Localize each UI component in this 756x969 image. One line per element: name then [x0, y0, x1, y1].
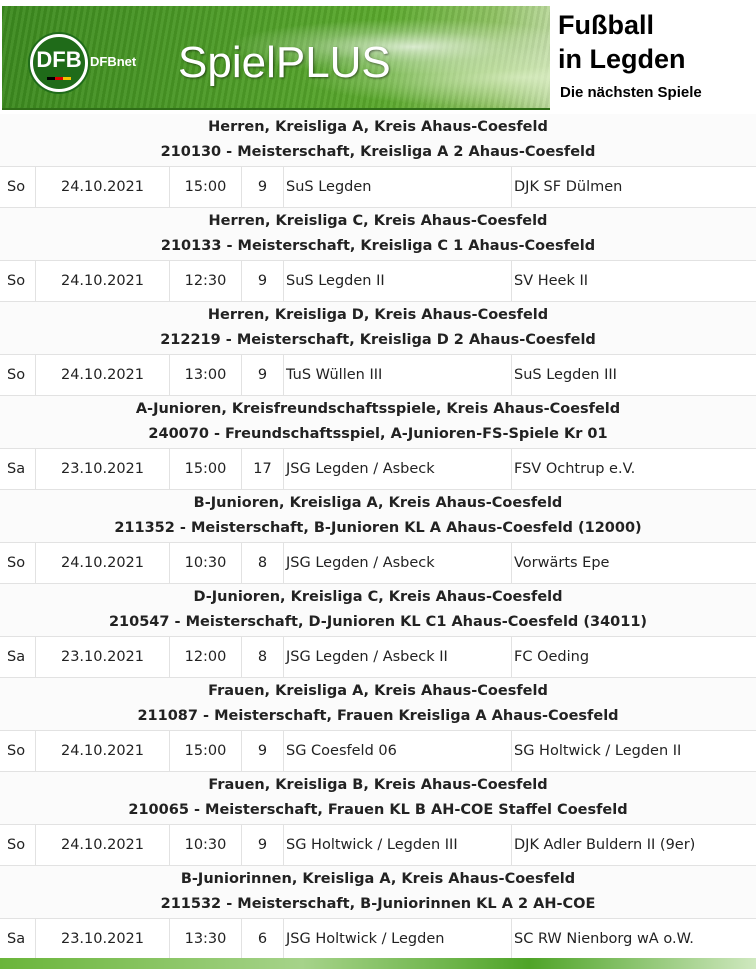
- dfb-logo-text: DFB: [36, 47, 82, 72]
- match-row[interactable]: [0, 449, 756, 490]
- competition-title: 212219 - Meisterschaft, Kreisliga D 2 Ahaus-Coesfeld: [160, 332, 596, 348]
- group-header: [0, 208, 756, 261]
- match-row[interactable]: [0, 543, 756, 584]
- away-team: Vorwärts Epe: [514, 555, 610, 571]
- match-day: Sa: [0, 637, 36, 677]
- match-day: Sa: [0, 449, 36, 489]
- home-team: SuS Legden II: [284, 261, 512, 301]
- match-time: 13:30: [170, 919, 242, 959]
- match-time: 15:00: [170, 167, 242, 207]
- match-time: 15:00: [170, 449, 242, 489]
- match-field: 17: [242, 449, 284, 489]
- match-row[interactable]: [0, 919, 756, 960]
- competition-title: 240070 - Freundschaftsspiel, A-Junioren-FS-Spiele Kr 01: [148, 426, 608, 442]
- page-title-line1: Fußball: [558, 10, 654, 40]
- match-time: 10:30: [170, 543, 242, 583]
- match-field: 8: [242, 637, 284, 677]
- header-banner: [0, 0, 756, 110]
- match-row[interactable]: [0, 731, 756, 772]
- match-row[interactable]: [0, 261, 756, 302]
- group-header: [0, 866, 756, 919]
- away-team: SuS Legden III: [514, 367, 617, 383]
- match-date: 24.10.2021: [36, 543, 170, 583]
- away-team: SC RW Nienborg wA o.W.: [514, 931, 694, 947]
- dfb-logo: [30, 34, 88, 92]
- match-field: 9: [242, 261, 284, 301]
- match-day: So: [0, 261, 36, 301]
- match-field: 9: [242, 825, 284, 865]
- match-time: 12:30: [170, 261, 242, 301]
- match-date: 24.10.2021: [36, 355, 170, 395]
- away-team: DJK SF Dülmen: [514, 179, 623, 195]
- home-team: SG Holtwick / Legden III: [284, 825, 512, 865]
- competition-title: 210547 - Meisterschaft, D-Junioren KL C1 Ahaus-Coesfeld (34011): [108, 614, 648, 630]
- match-time: 15:00: [170, 731, 242, 771]
- page-title-line2: in Legden: [558, 44, 686, 74]
- match-row[interactable]: [0, 355, 756, 396]
- match-field: 9: [242, 355, 284, 395]
- match-day: So: [0, 825, 36, 865]
- dfbnet-brand: DFBnet: [90, 54, 137, 69]
- home-team: JSG Holtwick / Legden: [284, 919, 512, 959]
- match-row[interactable]: [0, 825, 756, 866]
- competition-title: 211087 - Meisterschaft, Frauen Kreisliga A Ahaus-Coesfeld: [137, 708, 619, 724]
- home-team: SG Coesfeld 06: [284, 731, 512, 771]
- match-field: 9: [242, 167, 284, 207]
- league-title: Herren, Kreisliga D, Kreis Ahaus-Coesfeld: [207, 307, 549, 323]
- away-team: FC Oeding: [514, 649, 590, 665]
- competition-title: 211532 - Meisterschaft, B-Juniorinnen KL A 2 AH-COE: [160, 896, 596, 912]
- spielplus-brand: SpielPLUS: [178, 38, 391, 87]
- group-header: [0, 490, 756, 543]
- match-time: 13:00: [170, 355, 242, 395]
- competition-title: 210133 - Meisterschaft, Kreisliga C 1 Ahaus-Coesfeld: [160, 238, 596, 254]
- page-subtitle: Die nächsten Spiele: [560, 84, 702, 101]
- home-team: JSG Legden / Asbeck II: [284, 637, 512, 677]
- match-row[interactable]: [0, 637, 756, 678]
- league-title: Herren, Kreisliga C, Kreis Ahaus-Coesfeld: [208, 213, 548, 229]
- away-team: DJK Adler Buldern II (9er): [514, 837, 696, 853]
- away-team: SG Holtwick / Legden II: [514, 743, 682, 759]
- league-title: Herren, Kreisliga A, Kreis Ahaus-Coesfeld: [208, 119, 548, 135]
- match-field: 6: [242, 919, 284, 959]
- group-header: [0, 114, 756, 167]
- match-field: 9: [242, 731, 284, 771]
- match-list: [0, 114, 756, 960]
- match-date: 24.10.2021: [36, 825, 170, 865]
- match-time: 10:30: [170, 825, 242, 865]
- home-team: JSG Legden / Asbeck: [284, 543, 512, 583]
- match-day: So: [0, 167, 36, 207]
- match-date: 24.10.2021: [36, 731, 170, 771]
- group-header: [0, 678, 756, 731]
- match-date: 23.10.2021: [36, 449, 170, 489]
- home-team: TuS Wüllen III: [284, 355, 512, 395]
- group-header: [0, 772, 756, 825]
- league-title: B-Juniorinnen, Kreisliga A, Kreis Ahaus-Coesfeld: [180, 871, 576, 887]
- competition-title: 211352 - Meisterschaft, B-Junioren KL A Ahaus-Coesfeld (12000): [114, 520, 642, 536]
- match-row[interactable]: [0, 167, 756, 208]
- match-date: 23.10.2021: [36, 637, 170, 677]
- league-title: B-Junioren, Kreisliga A, Kreis Ahaus-Coesfeld: [193, 495, 563, 511]
- grass-banner-image: [2, 6, 550, 110]
- group-header: [0, 396, 756, 449]
- match-field: 8: [242, 543, 284, 583]
- match-day: So: [0, 543, 36, 583]
- footer-stripe: [0, 958, 756, 969]
- flag-stripe-icon: [47, 77, 71, 80]
- away-team: SV Heek II: [514, 273, 589, 289]
- match-date: 24.10.2021: [36, 261, 170, 301]
- away-team: FSV Ochtrup e.V.: [514, 461, 636, 477]
- match-date: 23.10.2021: [36, 919, 170, 959]
- league-title: A-Junioren, Kreisfreundschaftsspiele, Kreis Ahaus-Coesfeld: [135, 401, 621, 417]
- match-day: So: [0, 355, 36, 395]
- competition-title: 210065 - Meisterschaft, Frauen KL B AH-COE Staffel Coesfeld: [128, 802, 628, 818]
- match-time: 12:00: [170, 637, 242, 677]
- page-title: [558, 8, 686, 76]
- group-header: [0, 302, 756, 355]
- group-header: [0, 584, 756, 637]
- match-day: Sa: [0, 919, 36, 959]
- league-title: D-Junioren, Kreisliga C, Kreis Ahaus-Coesfeld: [193, 589, 563, 605]
- competition-title: 210130 - Meisterschaft, Kreisliga A 2 Ahaus-Coesfeld: [160, 144, 596, 160]
- match-date: 24.10.2021: [36, 167, 170, 207]
- match-day: So: [0, 731, 36, 771]
- league-title: Frauen, Kreisliga B, Kreis Ahaus-Coesfeld: [208, 777, 548, 793]
- home-team: JSG Legden / Asbeck: [284, 449, 512, 489]
- home-team: SuS Legden: [284, 167, 512, 207]
- league-title: Frauen, Kreisliga A, Kreis Ahaus-Coesfeld: [208, 683, 548, 699]
